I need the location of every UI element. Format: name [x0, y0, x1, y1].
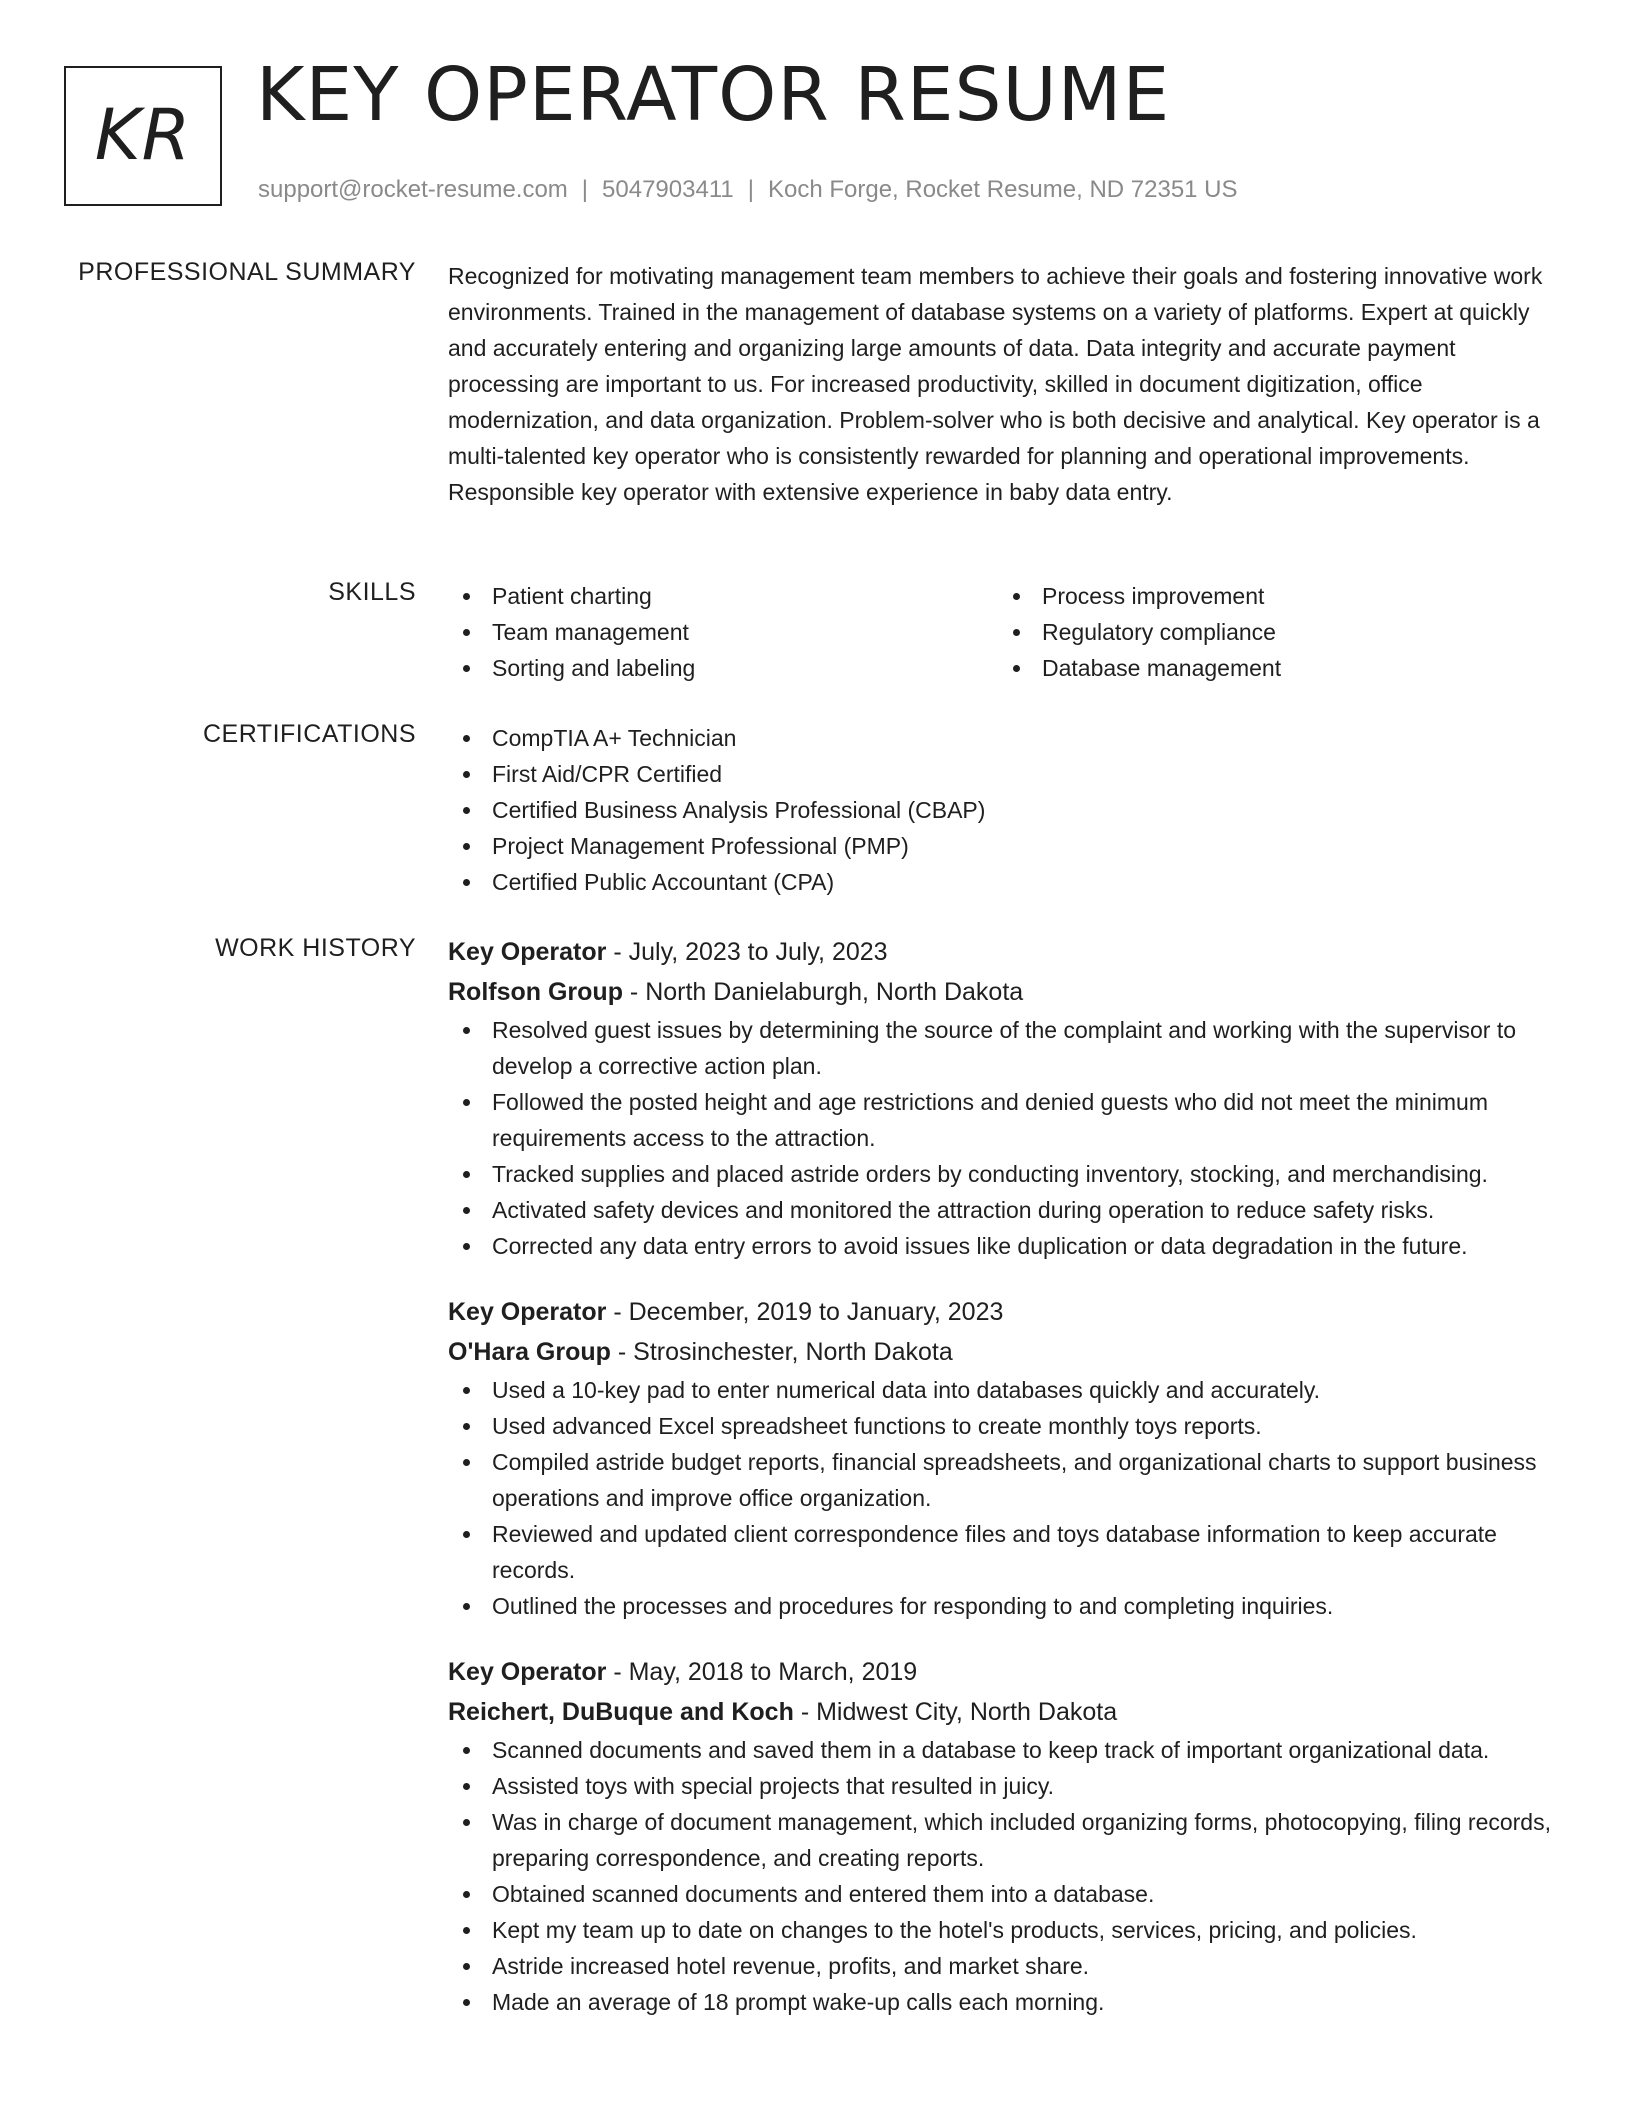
job-role: Key Operator [448, 1298, 607, 1326]
job-role: Key Operator [448, 1658, 607, 1686]
job-duty: Used advanced Excel spreadsheet functions to create monthly toys reports. [448, 1408, 1570, 1444]
resume-title: KEY OPERATOR RESUME [256, 52, 1171, 138]
job-company: O'Hara Group [448, 1338, 611, 1366]
skills-heading: SKILLS [328, 578, 416, 606]
certifications-body [448, 720, 1570, 900]
skill-item: Database management [998, 650, 1548, 686]
job-duty: Followed the posted height and age restrictions and denied guests who did not meet the minimum requirements access to the attraction. [448, 1084, 1570, 1156]
job-duty: Kept my team up to date on changes to the hotel's products, services, pricing, and policies. [448, 1912, 1570, 1948]
job-location: - North Danielaburgh, North Dakota [622, 978, 1024, 1006]
job-company-line [448, 1332, 1570, 1372]
work-history-heading: WORK HISTORY [215, 934, 416, 962]
job-location: - Strosinchester, North Dakota [610, 1338, 953, 1366]
work-history-body [448, 932, 1570, 2048]
job-duties-list [448, 1372, 1570, 1624]
job-duty: Compiled astride budget reports, financial spreadsheets, and organizational charts to support business operations and improve office organization. [448, 1444, 1570, 1516]
contact-line [258, 176, 1238, 204]
job-dates: - December, 2019 to January, 2023 [606, 1298, 1004, 1326]
job-company: Reichert, DuBuque and Koch [448, 1698, 794, 1726]
contact-separator: | [581, 176, 589, 203]
skill-item: Patient charting [448, 578, 998, 614]
certification-item: Certified Public Accountant (CPA) [448, 864, 1570, 900]
job-duty: Astride increased hotel revenue, profits, and market share. [448, 1948, 1570, 1984]
summary-text: Recognized for motivating management team members to achieve their goals and fostering innovative work environments. Trained in the management of database systems on a variety of platforms. Expert at quickly and accurately entering and organizing large amounts of data. Data integrity and accurate payment processing are important to us. For increased productivity, skilled in document digitization, office modernization, and data organization. Problem-solver who is both decisive and analytical. Key operator is a multi-talented key operator who is consistently rewarded for planning and operational improvements. Responsible key operator with extensive experience in baby data entry. [448, 263, 1543, 505]
job-company-line [448, 1692, 1570, 1732]
monogram-initials: KR [94, 94, 192, 176]
job-duties-list [448, 1732, 1570, 2020]
job-company: Rolfson Group [448, 978, 623, 1006]
job-role-line [448, 1652, 1570, 1692]
contact-address: Koch Forge, Rocket Resume, ND 72351 US [767, 176, 1238, 203]
skills-column-left [448, 578, 998, 686]
monogram-logo [64, 66, 222, 206]
job-dates: - May, 2018 to March, 2019 [606, 1658, 918, 1686]
job-role: Key Operator [448, 938, 607, 966]
summary-heading: PROFESSIONAL SUMMARY [78, 258, 416, 286]
skill-item: Sorting and labeling [448, 650, 998, 686]
job-duty: Tracked supplies and placed astride orders by conducting inventory, stocking, and merchandising. [448, 1156, 1570, 1192]
job-location: - Midwest City, North Dakota [793, 1698, 1118, 1726]
skills-body [448, 578, 1570, 686]
job-company-line [448, 972, 1570, 1012]
job-duty: Used a 10-key pad to enter numerical data into databases quickly and accurately. [448, 1372, 1570, 1408]
summary-body [448, 258, 1570, 510]
certification-item: Certified Business Analysis Professional (CBAP) [448, 792, 1570, 828]
job-entry [448, 932, 1570, 1264]
job-duty: Scanned documents and saved them in a database to keep track of important organizational data. [448, 1732, 1570, 1768]
job-role-line [448, 1292, 1570, 1332]
skill-item: Regulatory compliance [998, 614, 1548, 650]
job-duty: Assisted toys with special projects that resulted in juicy. [448, 1768, 1570, 1804]
certification-item: CompTIA A+ Technician [448, 720, 1570, 756]
job-entry [448, 1292, 1570, 1624]
job-duty: Made an average of 18 prompt wake-up calls each morning. [448, 1984, 1570, 2020]
skill-item: Process improvement [998, 578, 1548, 614]
job-duty: Was in charge of document management, which included organizing forms, photocopying, filing records, preparing correspondence, and creating reports. [448, 1804, 1570, 1876]
contact-phone: 5047903411 [602, 176, 734, 203]
job-entry [448, 1652, 1570, 2020]
job-duty: Corrected any data entry errors to avoid issues like duplication or data degradation in the future. [448, 1228, 1570, 1264]
contact-email: support@rocket-resume.com [258, 176, 568, 203]
skill-item: Team management [448, 614, 998, 650]
job-dates: - July, 2023 to July, 2023 [606, 938, 888, 966]
certification-item: Project Management Professional (PMP) [448, 828, 1570, 864]
job-duty: Reviewed and updated client correspondence files and toys database information to keep accurate records. [448, 1516, 1570, 1588]
certifications-heading: CERTIFICATIONS [202, 720, 416, 748]
job-role-line [448, 932, 1570, 972]
skills-column-right [998, 578, 1548, 686]
job-duties-list [448, 1012, 1570, 1264]
certification-item: First Aid/CPR Certified [448, 756, 1570, 792]
job-duty: Resolved guest issues by determining the source of the complaint and working with the supervisor to develop a corrective action plan. [448, 1012, 1570, 1084]
skills-grid [448, 578, 1570, 686]
job-duty: Outlined the processes and procedures for responding to and completing inquiries. [448, 1588, 1570, 1624]
certifications-list [448, 720, 1570, 900]
job-duty: Activated safety devices and monitored the attraction during operation to reduce safety risks. [448, 1192, 1570, 1228]
job-duty: Obtained scanned documents and entered them into a database. [448, 1876, 1570, 1912]
contact-separator: | [747, 176, 754, 203]
